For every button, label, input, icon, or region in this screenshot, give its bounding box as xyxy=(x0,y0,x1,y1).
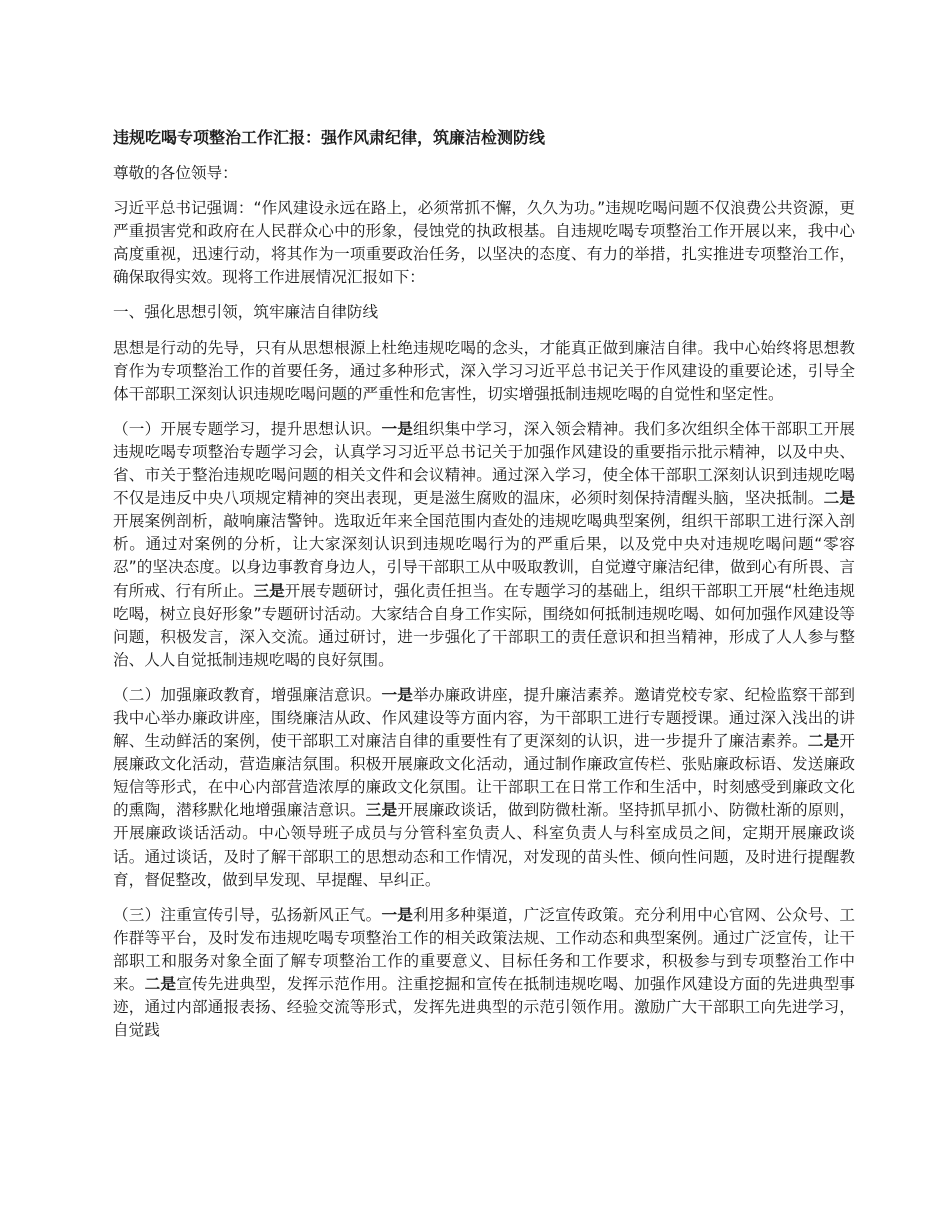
marker-first: 一是 xyxy=(381,419,414,438)
subsection-2-lead: （二）加强廉政教育，增强廉洁意识。 xyxy=(113,685,382,704)
subsection-2-paragraph xyxy=(113,684,855,892)
subsection-1-paragraph xyxy=(113,418,855,672)
subsection-2-point-1: 举办廉政讲座，提升廉洁素养。邀请党校专家、纪检监察干部到我中心举办廉政讲座，围绕廉洁从政、作风建设等方面内容，为干部职工进行专题授课。通过深入浅出的讲解、生动鲜活的案例，使干部职工对廉洁自律的重要性有了更深刻的认识，进一步提升了廉洁素养。 xyxy=(113,685,855,751)
document-title: 违规吃喝专项整治工作汇报：强作风肃纪律，筑廉洁检测防线 xyxy=(113,128,546,147)
marker-first: 一是 xyxy=(381,685,414,704)
subsection-1-point-2: 开展案例剖析，敲响廉洁警钟。选取近年来全国范围内查处的违规吃喝典型案例，组织干部职工进行深入剖析。通过对案例的分析，让大家深刻认识到违规吃喝行为的严重后果，以及党中央对违规吃喝问题“零容忍”的坚决态度。以身边事教育身边人，引导干部职工从中吸取教训，自觉遵守廉洁纪律，做到心有所畏、言有所戒、行有所止。 xyxy=(113,512,855,600)
subsection-3-point-1: 利用多种渠道，广泛宣传政策。充分利用中心官网、公众号、工作群等平台，及时发布违规吃喝专项整治工作的相关政策法规、工作动态和典型案例。通过广泛宣传，让干部职工和服务对象全面了解专项整治工作的重要意义、目标任务和工作要求，积极参与到专项整治工作中来。 xyxy=(113,905,855,993)
subsection-1-point-1: 组织集中学习，深入领会精神。我们多次组织全体干部职工开展违规吃喝专项整治专题学习会，认真学习习近平总书记关于加强作风建设的重要指示批示精神，以及中央、省、市关于整治违规吃喝问题的相关文件和会议精神。通过深入学习，使全体干部职工深刻认识到违规吃喝不仅是违反中央八项规定精神的突出表现，更是滋生腐败的温床，必须时刻保持清醒头脑，坚决抵制。 xyxy=(113,419,855,508)
marker-first: 一是 xyxy=(381,905,414,924)
intro-paragraph: 习近平总书记强调：“作风建设永远在路上，必须常抓不懈，久久为功。”违规吃喝问题不仅浪费公共资源，更严重损害党和政府在人民群众心中的形象，侵蚀党的执政根基。自违规吃喝专项整治工作开展以来，我中心高度重视，迅速行动，将其作为一项重要政治任务，以坚决的态度、有力的举措，扎实推进专项整治工作，确保取得实效。现将工作进展情况汇报如下： xyxy=(113,199,855,287)
marker-second: 二是 xyxy=(807,732,840,751)
salutation: 尊敬的各位领导： xyxy=(113,164,238,182)
subsection-2-point-3: 开展廉政谈话，做到防微杜渐。坚持抓早抓小、防微杜渐的原则，开展廉政谈话活动。中心领导班子成员与分管科室负责人、科室负责人与科室成员之间，定期开展廉政谈话。通过谈话，及时了解干部职工的思想动态和工作情况，对发现的苗头性、倾向性问题，及时进行提醒教育，督促整改，做到早发现、早提醒、早纠正。 xyxy=(113,801,855,889)
section-heading-1: 一、强化思想引领，筑牢廉洁自律防线 xyxy=(113,303,379,322)
marker-second: 二是 xyxy=(823,489,855,508)
marker-third: 三是 xyxy=(365,801,398,820)
subsection-1-point-3: 开展专题研讨，强化责任担当。在专题学习的基础上，组织干部职工开展“杜绝违规吃喝，树立良好形象”专题研讨活动。大家结合自身工作实际，围绕如何抵制违规吃喝、如何加强作风建设等问题，积极发言，深入交流。通过研讨，进一步强化了干部职工的责任意识和担当精神，形成了人人参与整治、人人自觉抵制违规吃喝的良好氛围。 xyxy=(113,581,855,669)
subsection-3-paragraph xyxy=(113,904,855,1043)
subsection-1-lead: （一）开展专题学习，提升思想认识。 xyxy=(113,419,382,438)
subsection-3-lead: （三）注重宣传引导，弘扬新风正气。 xyxy=(113,905,382,924)
marker-third: 三是 xyxy=(253,581,285,600)
document-body xyxy=(113,126,855,1054)
section-1-intro-paragraph: 思想是行动的先导，只有从思想根源上杜绝违规吃喝的念头，才能真正做到廉洁自律。我中心始终将思想教育作为专项整治工作的首要任务，通过多种形式，深入学习习近平总书记关于作风建设的重要论述，引导全体干部职工深刻认识违规吃喝问题的严重性和危害性，切实增强抵制违规吃喝的自觉性和坚定性。 xyxy=(113,338,855,403)
subsection-2-point-2: 开展廉政文化活动，营造廉洁氛围。积极开展廉政文化活动，通过制作廉政宣传栏、张贴廉政标语、发送廉政短信等形式，在中心内部营造浓厚的廉政文化氛围。让干部职工在日常工作和生活中，时刻感受到廉政文化的熏陶，潜移默化地增强廉洁意识。 xyxy=(113,732,855,820)
marker-second: 二是 xyxy=(144,975,177,993)
subsection-3-point-2: 宣传先进典型，发挥示范作用。注重挖掘和宣传在抵制违规吃喝、加强作风建设方面的先进典型事迹，通过内部通报表扬、经验交流等形式，发挥先进典型的示范引领作用。激励广大干部职工向先进学习，自觉践 xyxy=(113,975,855,1040)
